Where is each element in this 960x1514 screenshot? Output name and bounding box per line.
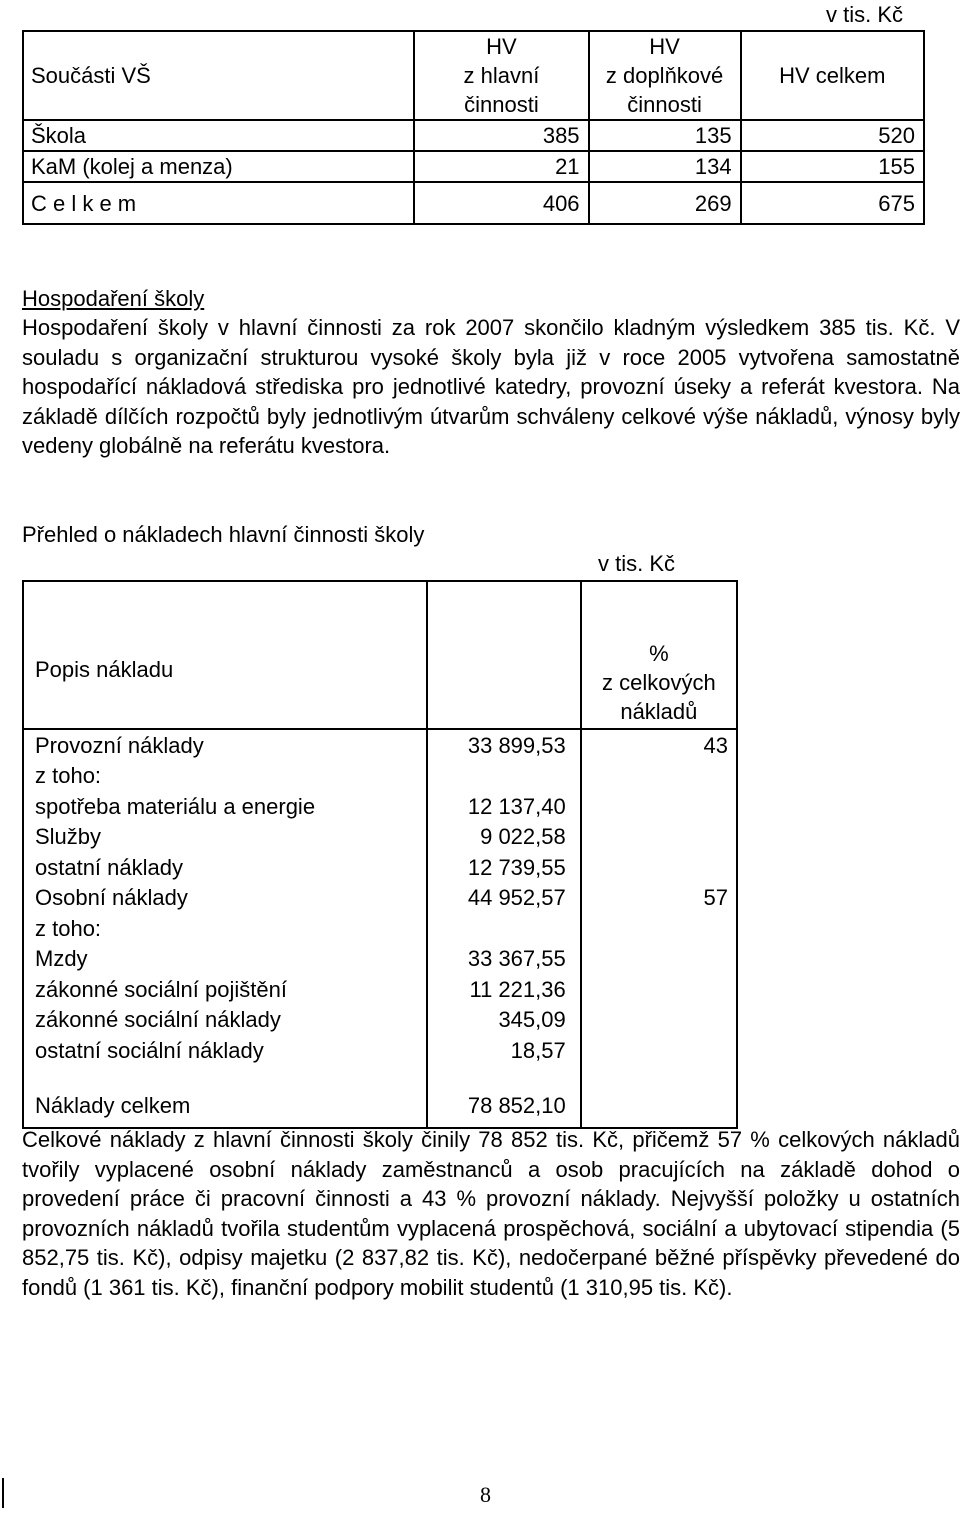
cell-percent <box>581 1091 737 1128</box>
cell-percent: 43 <box>581 729 737 761</box>
table-row <box>23 120 924 151</box>
row-label: spotřeba materiálu a energie <box>23 791 427 822</box>
table-row <box>23 852 737 883</box>
table-total-row <box>23 1091 737 1128</box>
header-secondary-activity <box>589 31 741 120</box>
header-line: HV <box>486 34 517 59</box>
table-row <box>23 791 737 822</box>
cell-percent <box>581 822 737 853</box>
header-line: z doplňkové <box>605 63 724 88</box>
table-row <box>23 883 737 914</box>
table-row <box>23 913 737 944</box>
cell-value <box>427 761 581 792</box>
table-row <box>23 1005 737 1036</box>
header-line: z hlavní <box>463 63 540 88</box>
row-label: KaM (kolej a menza) <box>23 151 414 182</box>
cell-value: 520 <box>741 120 924 151</box>
row-label: Služby <box>23 822 427 853</box>
cell-value: 33 367,55 <box>427 944 581 975</box>
table-row <box>23 822 737 853</box>
table-row <box>23 944 737 975</box>
header-total: HV celkem <box>741 31 924 120</box>
header-main-activity <box>414 31 588 120</box>
table-spacer-row <box>23 1066 737 1091</box>
header-line: činnosti <box>627 92 702 117</box>
header-percent <box>581 581 737 729</box>
header-empty <box>427 581 581 729</box>
cell-value: 134 <box>589 151 741 182</box>
header-line: činnosti <box>464 92 539 117</box>
header-line: HV <box>649 34 680 59</box>
cell-percent <box>581 944 737 975</box>
table-row <box>23 729 737 761</box>
cell-percent <box>581 913 737 944</box>
cell-value: 18,57 <box>427 1035 581 1066</box>
cell-value: 11 221,36 <box>427 974 581 1005</box>
table-header-row <box>23 31 924 120</box>
cell-percent <box>581 761 737 792</box>
row-label: zákonné sociální pojištění <box>23 974 427 1005</box>
cell-value: 9 022,58 <box>427 822 581 853</box>
cell-value: 12 739,55 <box>427 852 581 883</box>
cell-value: 385 <box>414 120 588 151</box>
header-cost-description: Popis nákladu <box>23 581 427 729</box>
cell-value: 155 <box>741 151 924 182</box>
section-heading: Přehled o nákladech hlavní činnosti školy <box>22 522 425 547</box>
header-components: Součásti VŠ <box>23 31 414 120</box>
cell-value: 269 <box>589 182 741 224</box>
cell-value: 345,09 <box>427 1005 581 1036</box>
summary-paragraph: Celkové náklady z hlavní činnosti školy činily 78 852 tis. Kč, přičemž 57 % celkových nákladů tvořily vyplacené osobní náklady zaměstnanců a osob pracujících na základě dohod o provedení práce či pracovní činnosti a 43 % provozní náklady. Nejvyšší položky u ostatních provozních nákladů tvořila studentům vyplacená prospěchová, sociální a ubytovací stipendia (5 852,75 tis. Kč), odpisy majetku (2 837,82 tis. Kč), nedočerpané běžné příspěvky převedené do fondů (1 361 tis. Kč), finanční podpory mobilit studentů (1 310,95 tis. Kč). <box>22 1127 960 1300</box>
table-header-row <box>23 581 737 729</box>
row-label: Škola <box>23 120 414 151</box>
header-line: z celkových <box>602 670 716 695</box>
table-row <box>23 761 737 792</box>
page-number: 8 <box>480 1482 491 1507</box>
cell-percent: 57 <box>581 883 737 914</box>
table1-unit: v tis. Kč <box>826 2 904 27</box>
row-label: C e l k e m <box>23 182 414 224</box>
cell-value: 135 <box>589 120 741 151</box>
cell-percent <box>581 1035 737 1066</box>
row-label: Provozní náklady <box>23 729 427 761</box>
table2-unit: v tis. Kč <box>598 551 676 576</box>
section-paragraph: Hospodaření školy v hlavní činnosti za rok 2007 skončilo kladným výsledkem 385 tis. Kč. V souladu s organizační strukturou vysoké školy byla již v roce 2005 vytvořena samostatně hospodařící nákladová střediska pro jednotlivé katedry, provozní úseky a referát kvestora. Na základě dílčích rozpočtů byly jednotlivým útvarům schváleny celkové výše nákladů, výnosy byly vedeny globálně na referátu kvestora. <box>22 315 960 458</box>
row-label: z toho: <box>23 761 427 792</box>
cell-percent <box>581 852 737 883</box>
row-label: z toho: <box>23 913 427 944</box>
cell-percent <box>581 974 737 1005</box>
margin-mark <box>2 1478 4 1508</box>
cell-value: 675 <box>741 182 924 224</box>
header-line: nákladů <box>620 699 698 724</box>
results-table <box>22 30 925 225</box>
section-heading: Hospodaření školy <box>22 286 205 311</box>
cell-value: 21 <box>414 151 588 182</box>
costs-table <box>22 580 738 1129</box>
table-row <box>23 974 737 1005</box>
cell-value: 33 899,53 <box>427 729 581 761</box>
row-label: zákonné sociální náklady <box>23 1005 427 1036</box>
cell-value: 78 852,10 <box>427 1091 581 1128</box>
cell-value <box>427 913 581 944</box>
cell-value: 406 <box>414 182 588 224</box>
row-label: Náklady celkem <box>23 1091 427 1128</box>
table-row <box>23 151 924 182</box>
header-line: % <box>649 641 669 666</box>
cell-value: 12 137,40 <box>427 791 581 822</box>
row-label: ostatní náklady <box>23 852 427 883</box>
table-row <box>23 182 924 224</box>
row-label: ostatní sociální náklady <box>23 1035 427 1066</box>
row-label: Osobní náklady <box>23 883 427 914</box>
cell-percent <box>581 1005 737 1036</box>
cell-percent <box>581 791 737 822</box>
row-label: Mzdy <box>23 944 427 975</box>
table-row <box>23 1035 737 1066</box>
cell-value: 44 952,57 <box>427 883 581 914</box>
